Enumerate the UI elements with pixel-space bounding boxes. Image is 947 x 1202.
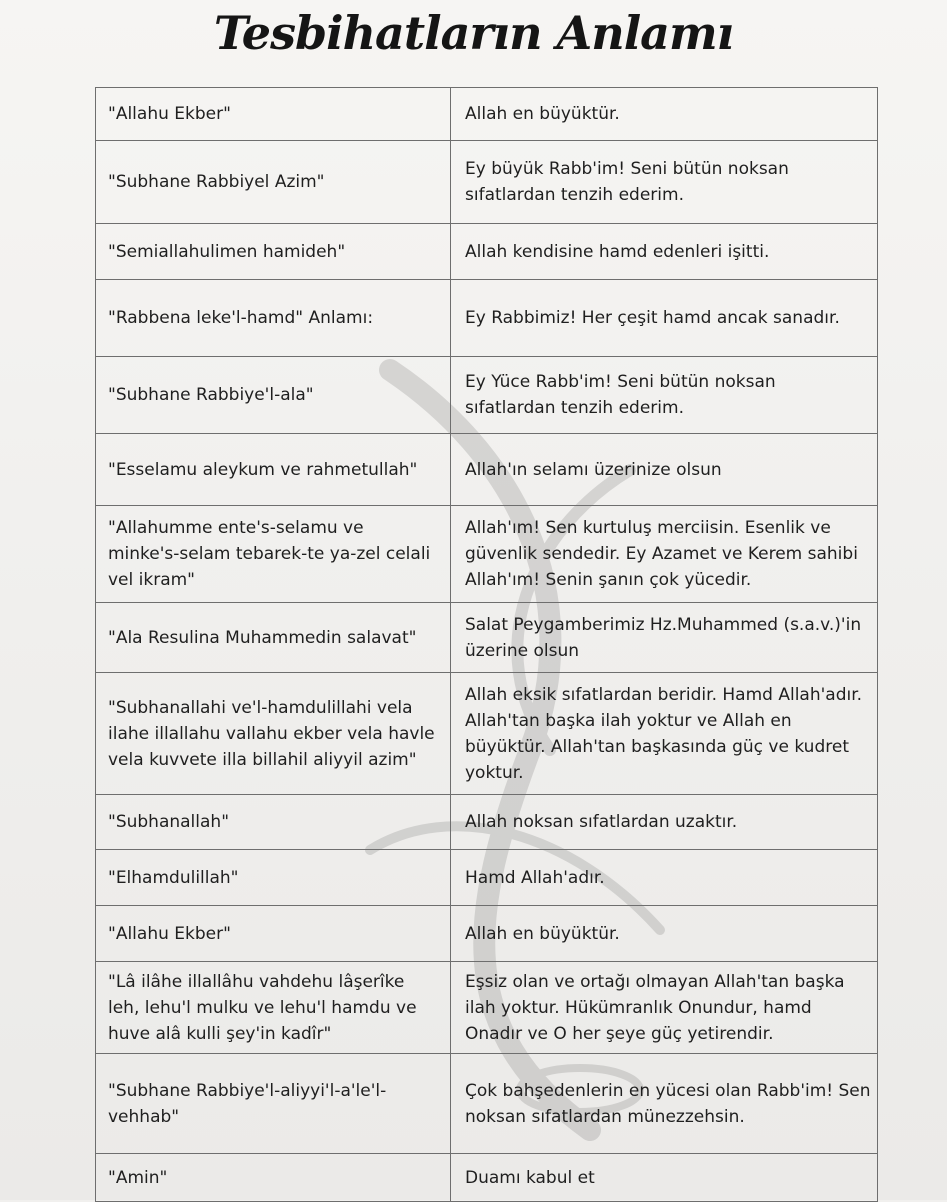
meaning-cell — [451, 850, 878, 906]
meaning-text: Allah'ım! Sen kurtuluş merciisin. Esenlik ve güvenlik sendedir. Ey Azamet ve Kerem sahibi Allah'ım! Senin şanın çok yücedir. — [465, 518, 858, 590]
meaning-text: Allah en büyüktür. — [465, 104, 620, 124]
meaning-cell — [451, 1054, 878, 1154]
meaning-cell — [451, 357, 878, 434]
meaning-text: Duamı kabul et — [465, 1167, 595, 1188]
meaning-text: Allah kendisine hamd edenleri işitti. — [465, 241, 770, 262]
table-row — [96, 357, 878, 434]
tesbihat-table — [95, 87, 878, 1202]
meaning-cell — [451, 88, 878, 141]
meaning-cell — [451, 141, 878, 224]
table-row — [96, 434, 878, 506]
phrase-text: "Subhane Rabbiyel Azim" — [108, 172, 325, 192]
table-row — [96, 88, 878, 141]
phrase-cell — [96, 962, 451, 1054]
phrase-text: "Subhanallah" — [108, 812, 230, 832]
meaning-text: Eşsiz olan ve ortağı olmayan Allah'tan başka ilah yoktur. Hükümranlık Onundur, hamd Onadır ve O her şeye güç yetirendir. — [465, 971, 845, 1044]
phrase-text: "Ala Resulina Muhammedin salavat" — [108, 627, 417, 648]
meaning-cell — [451, 434, 878, 506]
table-row — [96, 280, 878, 357]
phrase-cell — [96, 673, 451, 795]
phrase-cell — [96, 280, 451, 357]
phrase-text: "Allahu Ekber" — [108, 104, 231, 124]
phrase-text: "Semiallahulimen hamideh" — [108, 241, 346, 262]
phrase-cell — [96, 224, 451, 280]
table-row — [96, 962, 878, 1054]
phrase-cell — [96, 141, 451, 224]
phrase-cell — [96, 357, 451, 434]
meaning-cell — [451, 673, 878, 795]
phrase-text: "Subhanallahi ve'l-hamdulillahi vela ilahe illallahu vallahu ekber vela havle vela kuvvete illa billahil aliyyil azim" — [108, 697, 435, 770]
meaning-cell — [451, 962, 878, 1054]
meaning-text: Allah eksik sıfatlardan beridir. Hamd Allah'adır. Allah'tan başka ilah yoktur ve Allah en büyüktür. Allah'tan başkasında güç ve kudret yoktur. — [465, 684, 863, 783]
meaning-cell — [451, 506, 878, 603]
phrase-cell — [96, 506, 451, 603]
meaning-text: Allah en büyüktür. — [465, 923, 620, 944]
phrase-text: "Lâ ilâhe illallâhu vahdehu lâşerîke leh, lehu'l mulku ve lehu'l hamdu ve huve alâ kulli şey'in kadîr" — [108, 971, 417, 1044]
phrase-cell — [96, 603, 451, 673]
table-row — [96, 1054, 878, 1154]
phrase-cell — [96, 1154, 451, 1202]
table-row — [96, 795, 878, 850]
phrase-text: "Subhane Rabbiye'l-ala" — [108, 385, 314, 405]
meaning-cell — [451, 795, 878, 850]
meaning-text: Ey Rabbimiz! Her çeşit hamd ancak sanadır. — [465, 308, 840, 328]
phrase-text: "Subhane Rabbiye'l-aliyyi'l-a'le'l-vehhab" — [108, 1080, 387, 1127]
meaning-cell — [451, 1154, 878, 1202]
phrase-cell — [96, 795, 451, 850]
phrase-text: "Elhamdulillah" — [108, 867, 239, 888]
meaning-text: Ey Yüce Rabb'im! Seni bütün noksan sıfatlardan tenzih ederim. — [465, 372, 776, 418]
phrase-cell — [96, 906, 451, 962]
page-title: Tesbihatların Anlamı — [213, 6, 734, 60]
table-row — [96, 506, 878, 603]
table-row — [96, 224, 878, 280]
phrase-text: "Allahu Ekber" — [108, 923, 231, 944]
meaning-cell — [451, 906, 878, 962]
meaning-cell — [451, 280, 878, 357]
meaning-text: Hamd Allah'adır. — [465, 867, 605, 888]
phrase-text: "Rabbena leke'l-hamd" Anlamı: — [108, 308, 374, 328]
phrase-cell — [96, 88, 451, 141]
table-row — [96, 906, 878, 962]
meaning-cell — [451, 603, 878, 673]
table-row — [96, 850, 878, 906]
phrase-cell — [96, 434, 451, 506]
phrase-text: "Esselamu aleykum ve rahmetullah" — [108, 459, 418, 480]
meaning-text: Salat Peygamberimiz Hz.Muhammed (s.a.v.)'in üzerine olsun — [465, 614, 862, 661]
meaning-text: Allah noksan sıfatlardan uzaktır. — [465, 812, 738, 832]
phrase-cell — [96, 1054, 451, 1154]
table-row — [96, 141, 878, 224]
meaning-text: Çok bahşedenlerin en yücesi olan Rabb'im! Sen noksan sıfatlardan münezzehsin. — [465, 1080, 871, 1127]
meaning-text: Ey büyük Rabb'im! Seni bütün noksan sıfatlardan tenzih ederim. — [465, 159, 789, 205]
meaning-cell — [451, 224, 878, 280]
table-row — [96, 1154, 878, 1202]
phrase-text: "Allahumme ente's-selamu ve minke's-selam tebarek-te ya-zel celali vel ikram" — [108, 518, 431, 590]
table-row — [96, 673, 878, 795]
phrase-cell — [96, 850, 451, 906]
phrase-text: "Amin" — [108, 1167, 168, 1188]
table-row — [96, 603, 878, 673]
meaning-text: Allah'ın selamı üzerinize olsun — [465, 459, 722, 480]
